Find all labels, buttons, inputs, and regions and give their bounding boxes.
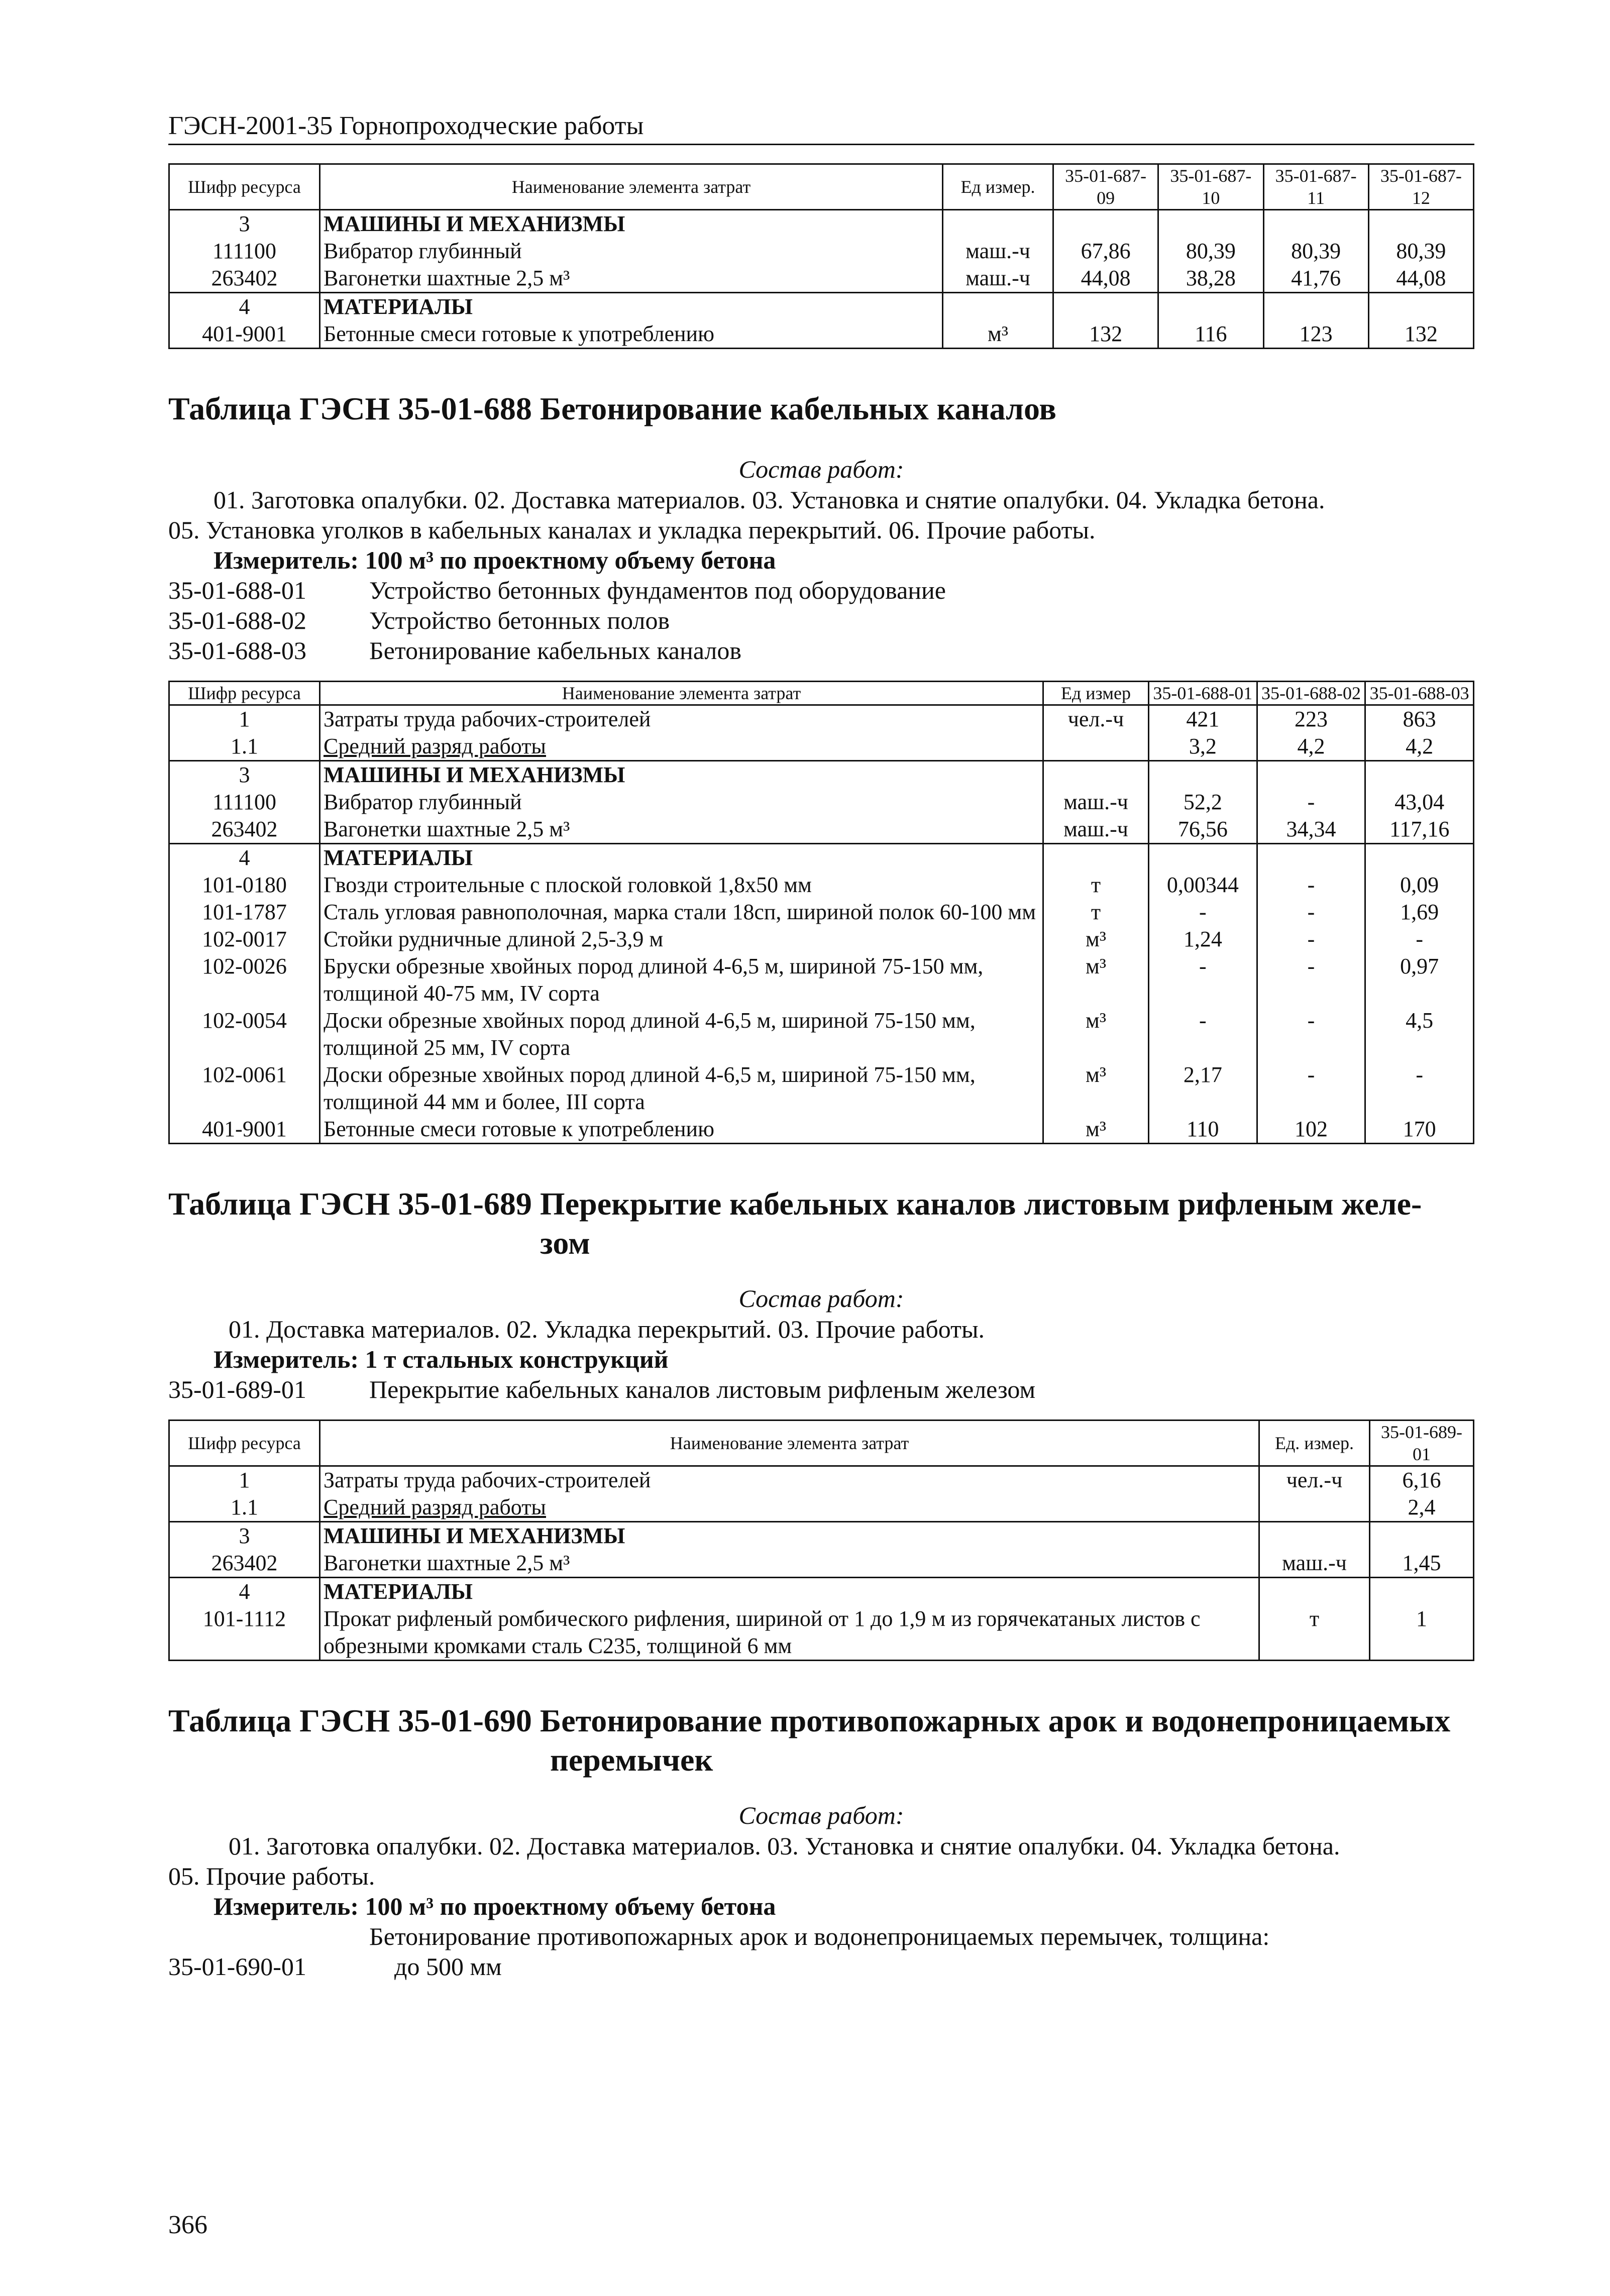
cell-code: 401-9001	[169, 320, 320, 349]
col-unit: Ед измер	[1043, 682, 1149, 705]
cell-value: -	[1149, 953, 1257, 1007]
col-value: 35-01-687-10	[1158, 164, 1263, 210]
norm-code: 35-01-689-01	[168, 1375, 306, 1403]
cell-code: 4	[169, 293, 320, 321]
code-row	[168, 1374, 1474, 1404]
cell-unit: м³	[1043, 1061, 1149, 1116]
cell-value: 223	[1257, 705, 1365, 733]
code-row	[168, 1951, 1474, 1982]
table-row	[169, 871, 1474, 899]
table-body	[169, 1466, 1474, 1661]
cell-code: 1.1	[169, 1494, 320, 1522]
cell-name: Вагонетки шахтные 2,5 м³	[320, 1550, 1259, 1578]
cell-unit: т	[1259, 1605, 1370, 1661]
cell-name: Доски обрезные хвойных пород длиной 4-6,5 м, шириной 75-150 мм, толщиной 44 мм и более, III сорта	[320, 1061, 1043, 1116]
cell-code: 101-0180	[169, 871, 320, 899]
col-code: Шифр ресурса	[169, 164, 320, 210]
cell-value: 34,34	[1257, 816, 1365, 844]
cell-code: 4	[169, 1578, 320, 1606]
cell-value: -	[1149, 899, 1257, 926]
cell-name: МАТЕРИАЛЫ	[320, 1578, 1259, 1606]
col-name: Наименование элемента затрат	[320, 164, 943, 210]
cell-value: -	[1257, 926, 1365, 953]
norm-description: до 500 мм	[394, 1952, 502, 1981]
cell-value	[1149, 761, 1257, 789]
composition-text: 01. Доставка материалов. 02. Укладка перекрытий. 03. Прочие работы.	[229, 1315, 985, 1343]
composition-text: 05. Установка уголков в кабельных каналах и укладка перекрытий. 06. Прочие работы.	[168, 516, 1096, 544]
composition-text: 05. Прочие работы.	[168, 1862, 375, 1890]
cell-value: 41,76	[1263, 265, 1368, 293]
col-value: 35-01-687-12	[1368, 164, 1473, 210]
cell-value	[1365, 761, 1474, 789]
code-row	[168, 605, 1474, 635]
table-title-688: Таблица ГЭСН 35-01-688 Бетонирование кабельных каналов	[168, 391, 1056, 426]
table-row	[169, 926, 1474, 953]
cell-name: Прокат рифленый ромбического рифления, шириной от 1 до 1,9 м из горячекатаных листов с обрезными кромками сталь С235, толщиной 6 мм	[320, 1605, 1259, 1661]
cell-unit: маш.-ч	[1043, 816, 1149, 844]
measure-line: Измеритель: 100 м³ по проектному объему бетона	[213, 546, 776, 574]
cell-unit: м³	[1043, 1007, 1149, 1061]
cell-name: Доски обрезные хвойных пород длиной 4-6,5 м, шириной 75-150 мм, толщиной 25 мм, IV сорта	[320, 1007, 1043, 1061]
cell-value: 116	[1158, 320, 1263, 349]
resource-table-687	[168, 163, 1474, 349]
cell-value: 6,16	[1370, 1466, 1474, 1494]
cell-code: 1	[169, 705, 320, 733]
cell-value	[1368, 210, 1473, 238]
cell-value: 0,09	[1365, 871, 1474, 899]
cell-value: 0,97	[1365, 953, 1474, 1007]
col-value: 35-01-687-11	[1263, 164, 1368, 210]
cell-unit	[1043, 733, 1149, 761]
cell-unit: маш.-ч	[943, 265, 1053, 293]
title-line: перемычек	[550, 1742, 713, 1778]
norm-code: 35-01-688-03	[168, 636, 306, 665]
cell-value: -	[1257, 1061, 1365, 1116]
cell-value	[1053, 210, 1158, 238]
cell-unit	[1259, 1494, 1370, 1522]
table-row	[169, 899, 1474, 926]
table-body	[169, 705, 1474, 1144]
col-code: Шифр ресурса	[169, 1420, 320, 1466]
resource-table-689	[168, 1419, 1474, 1661]
cell-value: 4,2	[1257, 733, 1365, 761]
table-row	[169, 1550, 1474, 1578]
intro-text: Бетонирование противопожарных арок и водонепроницаемых перемычек, толщина:	[369, 1922, 1270, 1950]
cell-value	[1368, 293, 1473, 321]
title-line: зом	[540, 1225, 590, 1261]
running-header: ГЭСН-2001-35 Горнопроходческие работы	[168, 111, 1474, 145]
cell-value: 1	[1370, 1605, 1474, 1661]
cell-value: 4,2	[1365, 733, 1474, 761]
cell-value: 110	[1149, 1116, 1257, 1144]
cell-name: МАШИНЫ И МЕХАНИЗМЫ	[320, 210, 943, 238]
cell-code: 3	[169, 761, 320, 789]
cell-value: 43,04	[1365, 789, 1474, 816]
norm-description: Бетонирование кабельных каналов	[369, 636, 741, 665]
cell-value: -	[1149, 1007, 1257, 1061]
title-line: Таблица ГЭСН 35-01-690 Бетонирование противопожарных арок и водонепроницаемых	[168, 1703, 1451, 1738]
table-row	[169, 1007, 1474, 1061]
cell-name: МАШИНЫ И МЕХАНИЗМЫ	[320, 761, 1043, 789]
cell-name: МАТЕРИАЛЫ	[320, 293, 943, 321]
norm-code: 35-01-688-02	[168, 606, 306, 634]
cell-value	[1158, 293, 1263, 321]
cell-unit: чел.-ч	[1043, 705, 1149, 733]
norm-code: 35-01-688-01	[168, 576, 306, 604]
cell-value: 80,39	[1158, 238, 1263, 265]
table-title-690	[168, 1701, 1474, 1780]
cell-value: 76,56	[1149, 816, 1257, 844]
cell-value	[1263, 210, 1368, 238]
cell-value: 67,86	[1053, 238, 1158, 265]
table-row	[169, 320, 1474, 349]
cell-unit: маш.-ч	[1259, 1550, 1370, 1578]
cell-name: Сталь угловая равнополочная, марка стали 18сп, шириной полок 60-100 мм	[320, 899, 1043, 926]
cell-unit: м³	[1043, 953, 1149, 1007]
cell-code: 401-9001	[169, 1116, 320, 1144]
cell-unit: т	[1043, 899, 1149, 926]
cell-value: -	[1257, 871, 1365, 899]
table-row	[169, 210, 1474, 238]
cell-name: МАШИНЫ И МЕХАНИЗМЫ	[320, 1522, 1259, 1550]
col-unit: Ед измер.	[943, 164, 1053, 210]
cell-value	[1365, 844, 1474, 872]
col-value: 35-01-688-02	[1257, 682, 1365, 705]
cell-value: -	[1257, 899, 1365, 926]
table-row	[169, 1494, 1474, 1522]
table-row	[169, 1578, 1474, 1606]
cell-value: 44,08	[1053, 265, 1158, 293]
cell-value	[1263, 293, 1368, 321]
cell-unit	[943, 293, 1053, 321]
col-value: 35-01-689-01	[1370, 1420, 1474, 1466]
cell-value: 1,69	[1365, 899, 1474, 926]
cell-unit: м³	[943, 320, 1053, 349]
cell-name: Стойки рудничные длиной 2,5-3,9 м	[320, 926, 1043, 953]
norm-description: Устройство бетонных полов	[369, 606, 670, 634]
cell-value: 80,39	[1263, 238, 1368, 265]
cell-value: 0,00344	[1149, 871, 1257, 899]
cell-value	[1149, 844, 1257, 872]
table-row	[169, 1116, 1474, 1144]
cell-unit: маш.-ч	[1043, 789, 1149, 816]
table-row	[169, 1522, 1474, 1550]
composition-text: 01. Заготовка опалубки. 02. Доставка материалов. 03. Установка и снятие опалубки. 04. Укладка бетона.	[213, 486, 1325, 514]
composition-heading: Состав работ:	[738, 455, 904, 483]
cell-value: 123	[1263, 320, 1368, 349]
col-unit: Ед. измер.	[1259, 1420, 1370, 1466]
cell-code: 263402	[169, 265, 320, 293]
norm-description: Устройство бетонных фундаментов под оборудование	[369, 576, 946, 604]
cell-value: 2,17	[1149, 1061, 1257, 1116]
cell-name: Бруски обрезные хвойных пород длиной 4-6,5 м, шириной 75-150 мм, толщиной 40-75 мм, IV сорта	[320, 953, 1043, 1007]
table-row	[169, 1061, 1474, 1116]
cell-unit	[1259, 1522, 1370, 1550]
cell-code: 101-1112	[169, 1605, 320, 1661]
cell-name: Затраты труда рабочих-строителей	[320, 705, 1043, 733]
table-row	[169, 816, 1474, 844]
cell-name: Вагонетки шахтные 2,5 м³	[320, 816, 1043, 844]
code-row	[168, 575, 1474, 605]
cell-value: -	[1257, 789, 1365, 816]
cell-unit: маш.-ч	[943, 238, 1053, 265]
cell-name: Бетонные смеси готовые к употреблению	[320, 320, 943, 349]
cell-value: 38,28	[1158, 265, 1263, 293]
table-title-689	[168, 1184, 1474, 1263]
cell-name: Вибратор глубинный	[320, 238, 943, 265]
norm-code: 35-01-690-01	[168, 1952, 306, 1981]
cell-code: 102-0061	[169, 1061, 320, 1116]
cell-value: 44,08	[1368, 265, 1473, 293]
cell-value: -	[1257, 1007, 1365, 1061]
page-number: 366	[168, 2211, 207, 2239]
cell-name: МАТЕРИАЛЫ	[320, 844, 1043, 872]
title-line: Таблица ГЭСН 35-01-689 Перекрытие кабельных каналов листовым рифленым желе-	[168, 1186, 1422, 1222]
cell-value	[1158, 210, 1263, 238]
cell-value: -	[1257, 953, 1365, 1007]
table-row	[169, 265, 1474, 293]
cell-value: 3,2	[1149, 733, 1257, 761]
measure-line: Измеритель: 100 м³ по проектному объему бетона	[213, 1892, 776, 1920]
cell-code: 4	[169, 844, 320, 872]
composition-heading: Состав работ:	[738, 1801, 904, 1829]
cell-value	[1053, 293, 1158, 321]
col-value: 35-01-687-09	[1053, 164, 1158, 210]
cell-name: Средний разряд работы	[320, 1494, 1259, 1522]
cell-code: 102-0054	[169, 1007, 320, 1061]
cell-value	[1257, 844, 1365, 872]
cell-value: 1,45	[1370, 1550, 1474, 1578]
cell-unit: т	[1043, 871, 1149, 899]
cell-value: 132	[1053, 320, 1158, 349]
cell-code: 1	[169, 1466, 320, 1494]
cell-unit	[1043, 761, 1149, 789]
cell-value: 102	[1257, 1116, 1365, 1144]
table-row	[169, 238, 1474, 265]
table-row	[169, 789, 1474, 816]
cell-value: 863	[1365, 705, 1474, 733]
cell-name: Вибратор глубинный	[320, 789, 1043, 816]
cell-value: 421	[1149, 705, 1257, 733]
cell-name: Средний разряд работы	[320, 733, 1043, 761]
table-row	[169, 733, 1474, 761]
cell-unit	[1043, 844, 1149, 872]
cell-code: 1.1	[169, 733, 320, 761]
col-name: Наименование элемента затрат	[320, 1420, 1259, 1466]
cell-code: 3	[169, 1522, 320, 1550]
cell-code: 101-1787	[169, 899, 320, 926]
cell-name: Гвозди строительные с плоской головкой 1,8x50 мм	[320, 871, 1043, 899]
col-code: Шифр ресурса	[169, 682, 320, 705]
cell-value	[1370, 1578, 1474, 1606]
cell-value: 132	[1368, 320, 1473, 349]
cell-value: 170	[1365, 1116, 1474, 1144]
col-value: 35-01-688-03	[1365, 682, 1474, 705]
cell-value: 117,16	[1365, 816, 1474, 844]
cell-value: 1,24	[1149, 926, 1257, 953]
cell-code: 102-0026	[169, 953, 320, 1007]
cell-value: 2,4	[1370, 1494, 1474, 1522]
measure-line: Измеритель: 1 т стальных конструкций	[213, 1345, 669, 1373]
col-value: 35-01-688-01	[1149, 682, 1257, 705]
table-body	[169, 210, 1474, 349]
table-row	[169, 1466, 1474, 1494]
norm-description: Перекрытие кабельных каналов листовым рифленым железом	[369, 1375, 1036, 1403]
table-row	[169, 1605, 1474, 1661]
table-row	[169, 761, 1474, 789]
cell-unit: чел.-ч	[1259, 1466, 1370, 1494]
table-row	[169, 705, 1474, 733]
cell-code: 263402	[169, 1550, 320, 1578]
table-row	[169, 844, 1474, 872]
page	[168, 111, 1474, 1982]
resource-table-688	[168, 681, 1474, 1144]
cell-name: Вагонетки шахтные 2,5 м³	[320, 265, 943, 293]
cell-code: 111100	[169, 789, 320, 816]
cell-unit: м³	[1043, 1116, 1149, 1144]
cell-name: Бетонные смеси готовые к употреблению	[320, 1116, 1043, 1144]
cell-value	[1370, 1522, 1474, 1550]
cell-value: 4,5	[1365, 1007, 1474, 1061]
cell-value	[1257, 761, 1365, 789]
table-row	[169, 953, 1474, 1007]
cell-code: 3	[169, 210, 320, 238]
cell-code: 102-0017	[169, 926, 320, 953]
composition-heading: Состав работ:	[738, 1284, 904, 1313]
cell-value: -	[1365, 1061, 1474, 1116]
cell-unit	[943, 210, 1053, 238]
cell-unit: м³	[1043, 926, 1149, 953]
cell-value: 52,2	[1149, 789, 1257, 816]
cell-value: 80,39	[1368, 238, 1473, 265]
composition-text: 01. Заготовка опалубки. 02. Доставка материалов. 03. Установка и снятие опалубки. 04. Укладка бетона.	[229, 1832, 1340, 1860]
col-name: Наименование элемента затрат	[320, 682, 1043, 705]
cell-name: Затраты труда рабочих-строителей	[320, 1466, 1259, 1494]
cell-value: -	[1365, 926, 1474, 953]
table-row	[169, 293, 1474, 321]
cell-unit	[1259, 1578, 1370, 1606]
cell-code: 111100	[169, 238, 320, 265]
code-row	[168, 635, 1474, 666]
cell-code: 263402	[169, 816, 320, 844]
